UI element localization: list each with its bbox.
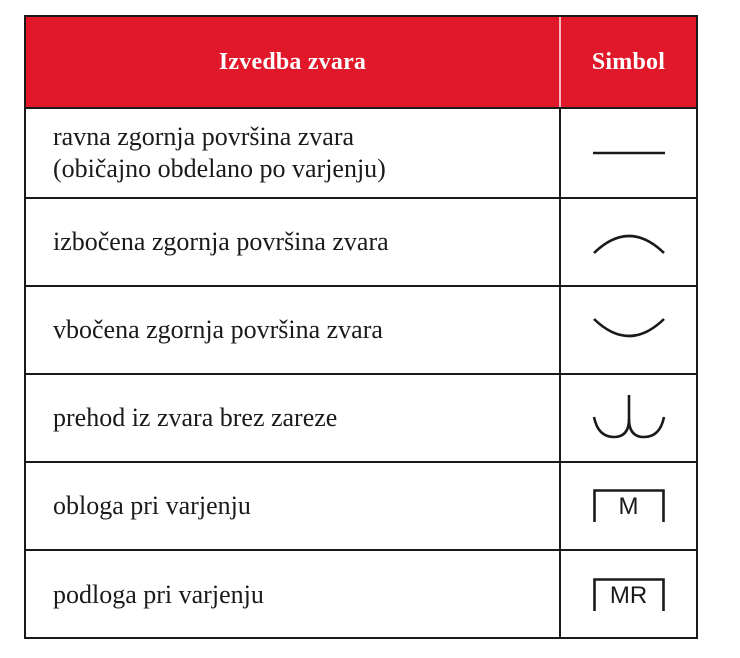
convex-arc-icon bbox=[592, 229, 666, 255]
table-row bbox=[26, 287, 696, 375]
table-row bbox=[26, 551, 696, 639]
flat-line-icon bbox=[593, 148, 665, 158]
row-description: podloga pri varjenju bbox=[53, 580, 264, 609]
symbol-cell bbox=[561, 287, 696, 373]
description-cell bbox=[26, 109, 561, 197]
header-cell-execution bbox=[26, 17, 561, 107]
symbol-cell bbox=[561, 109, 696, 197]
header-cell-symbol bbox=[561, 17, 696, 107]
table-row bbox=[26, 463, 696, 551]
description-cell bbox=[26, 375, 561, 461]
description-cell bbox=[26, 199, 561, 285]
row-description: izbočena zgornja površina zvara bbox=[53, 227, 389, 256]
description-cell bbox=[26, 287, 561, 373]
row-description: prehod iz zvara brez zareze bbox=[53, 403, 338, 432]
concave-arc-icon bbox=[592, 317, 666, 343]
description-cell bbox=[26, 551, 561, 639]
table-header bbox=[26, 17, 696, 109]
smooth-transition-icon bbox=[592, 393, 666, 443]
header-execution-label: Izvedba zvara bbox=[218, 48, 367, 75]
weld-backing-MR-icon bbox=[593, 578, 665, 612]
symbol-label: M bbox=[618, 493, 639, 520]
table-row bbox=[26, 375, 696, 463]
weld-backing-M-icon bbox=[593, 489, 665, 523]
header-symbol-label: Simbol bbox=[591, 48, 666, 75]
symbol-cell bbox=[561, 551, 696, 639]
row-description: vbočena zgornja površina zvara bbox=[53, 315, 383, 344]
table-row bbox=[26, 109, 696, 199]
description-cell bbox=[26, 463, 561, 549]
row-description: ravna zgornja površina zvara (običajno obdelano po varjenju) bbox=[53, 122, 386, 183]
symbol-label: MR bbox=[609, 582, 648, 609]
symbol-cell bbox=[561, 463, 696, 549]
row-description: obloga pri varjenju bbox=[53, 491, 251, 520]
symbol-cell bbox=[561, 375, 696, 461]
symbol-cell bbox=[561, 199, 696, 285]
table-row bbox=[26, 199, 696, 287]
weld-symbol-table bbox=[24, 15, 698, 639]
